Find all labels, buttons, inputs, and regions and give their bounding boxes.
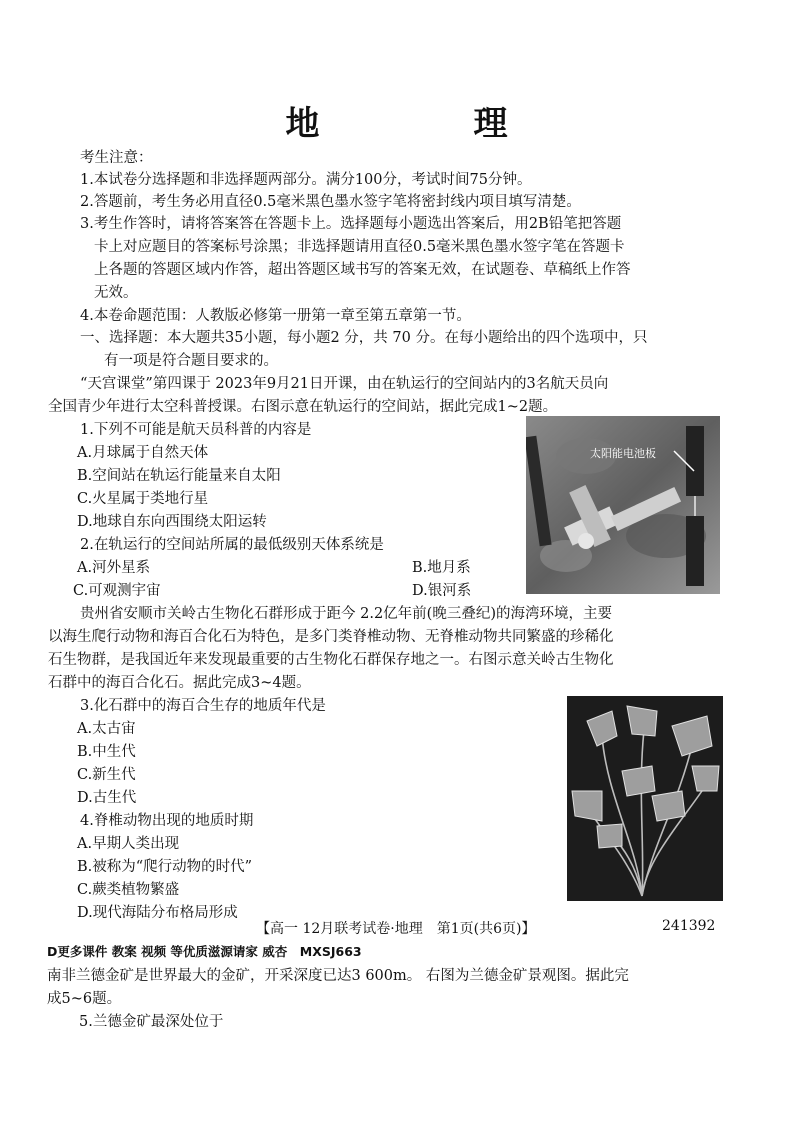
- question-1-stem: 1.下列不可能是航天员科普的内容是: [80, 422, 312, 438]
- passage-1-line-1: “天宫课堂”第四课于 2023年9月21日开课，由在轨运行的空间站内的3名航天员向: [80, 376, 609, 392]
- question-3-option-a: A.太古宙: [77, 721, 136, 737]
- question-3-stem: 3.化石群中的海百合生存的地质年代是: [80, 698, 326, 714]
- question-2-option-a: A.河外星系: [77, 560, 151, 576]
- question-4-option-a: A.早期人类出现: [77, 836, 180, 852]
- question-1-option-d: D.地球自东向西围绕太阳运转: [77, 514, 267, 530]
- space-station-image: [526, 416, 720, 594]
- question-2-stem: 2.在轨运行的空间站所属的最低级别天体系统是: [80, 537, 384, 553]
- question-5-stem: 5.兰德金矿最深处位于: [79, 1014, 224, 1030]
- notice-2: 2.答题前，考生务必用直径0.5毫米黑色墨水签字笔将密封线内项目填写清楚。: [80, 194, 581, 210]
- notice-3-cont-2: 上各题的答题区域内作答，超出答题区域书写的答案无效，在试题卷、草稿纸上作答: [94, 262, 631, 278]
- question-2-option-b: B.地月系: [412, 560, 471, 576]
- question-3-option-b: B.中生代: [77, 744, 136, 760]
- passage-2-line-4: 石群中的海百合化石。据此完成3~4题。: [48, 675, 311, 691]
- question-3-option-c: C.新生代: [77, 767, 136, 783]
- section-heading-cont: 有一项是符合题目要求的。: [104, 353, 278, 369]
- notice-3-cont-3: 无效。: [94, 285, 138, 301]
- question-4-option-c: C.蕨类植物繁盛: [77, 882, 180, 898]
- question-1-option-c: C.火星属于类地行星: [77, 491, 209, 507]
- passage-2-line-3: 石生物群，是我国近年来发现最重要的古生物化石群保存地之一。右图示意关岭古生物化: [48, 652, 614, 668]
- passage-2-line-1: 贵州省安顺市关岭古生物化石群形成于距今 2.2亿年前(晚三叠纪)的海湾环境，主要: [80, 606, 612, 622]
- notice-3: 3.考生作答时，请将答案答在答题卡上。选择题每小题选出答案后，用2B铅笔把答题: [80, 216, 622, 232]
- question-1-option-b: B.空间站在轨运行能量来自太阳: [77, 468, 281, 484]
- question-2-option-d: D.银河系: [412, 583, 472, 599]
- footer-page-info: 【高一 12月联考试卷·地理 第1页(共6页)】: [256, 921, 536, 937]
- crinoid-fossil-drawing: [567, 696, 723, 901]
- question-4-stem: 4.脊椎动物出现的地质时期: [80, 813, 254, 829]
- question-2-option-c: C.可观测宇宙: [73, 583, 161, 599]
- question-3-option-d: D.古生代: [77, 790, 137, 806]
- question-4-option-d: D.现代海陆分布格局形成: [77, 905, 238, 921]
- notice-4: 4.本卷命题范围：人教版必修第一册第一章至第五章第一节。: [80, 308, 471, 324]
- crinoid-fossil-image: [567, 696, 723, 901]
- section-heading: 一、选择题：本大题共35小题，每小题2 分，共 70 分。在每小题给出的四个选项中，只: [80, 330, 648, 346]
- passage-1-line-2: 全国青少年进行太空科普授课。右图示意在轨运行的空间站，据此完成1~2题。: [48, 399, 558, 415]
- watermark-text: D更多课件 教案 视频 等优质滋源请家 威杏 MXSJ663: [47, 944, 362, 959]
- question-4-option-b: B.被称为“爬行动物的时代”: [77, 859, 253, 875]
- question-1-option-a: A.月球属于自然天体: [77, 445, 209, 461]
- page-title: 地 理: [285, 104, 568, 144]
- passage-3-line-2: 成5~6题。: [47, 991, 122, 1007]
- notice-1: 1.本试卷分选择题和非选择题两部分。满分100分，考试时间75分钟。: [80, 172, 532, 188]
- footer-code: 241392: [662, 918, 716, 934]
- passage-2-line-2: 以海生爬行动物和海百合化石为特色，是多门类脊椎动物、无脊椎动物共同繁盛的珍稀化: [48, 629, 614, 645]
- passage-3-line-1: 南非兰德金矿是世界最大的金矿，开采深度已达3 600m。 右图为兰德金矿景观图。据此完: [47, 968, 629, 984]
- solar-panel-label: 太阳能电池板: [590, 447, 656, 460]
- notice-heading: 考生注意：: [80, 150, 153, 166]
- notice-3-cont-1: 卡上对应题目的答案标号涂黑；非选择题请用直径0.5毫米黑色墨水签字笔在答题卡: [94, 239, 625, 255]
- space-station-drawing: [526, 416, 720, 594]
